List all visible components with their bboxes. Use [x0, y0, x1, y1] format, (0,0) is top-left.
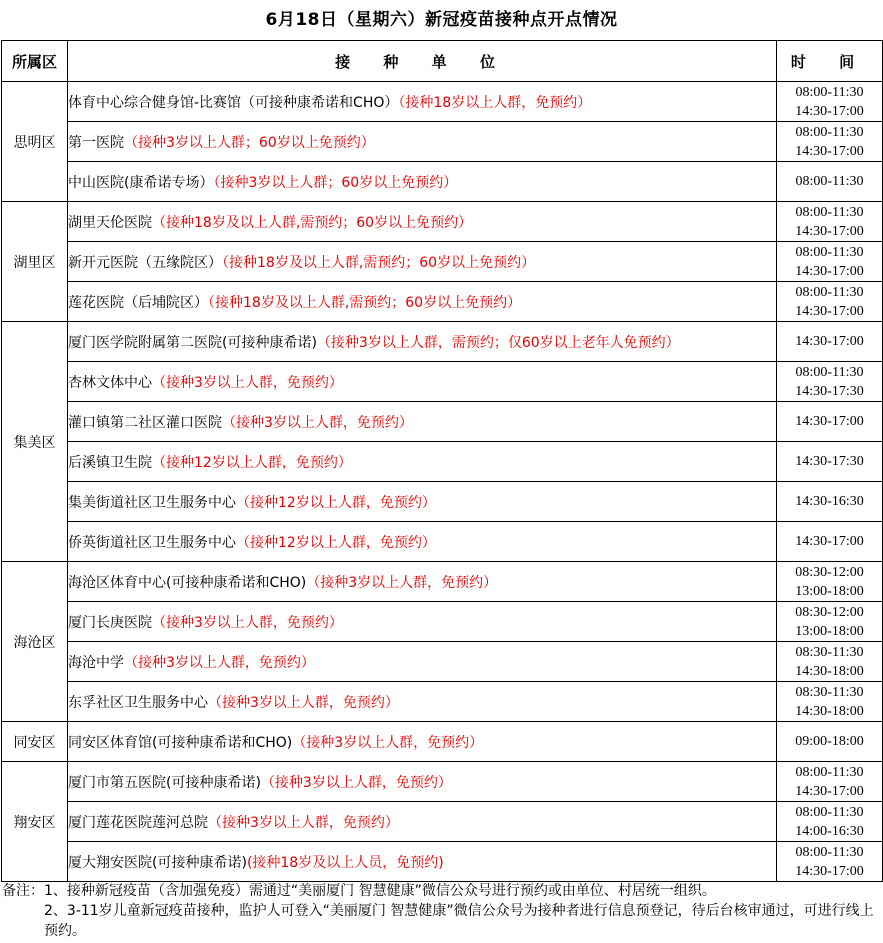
time-slot: 08:00-11:30	[795, 124, 864, 140]
time-slot: 08:00-11:30	[795, 364, 864, 380]
note-line-2: 2、3-11岁儿童新冠疫苗接种，监护人可登入“美丽厦门 智慧健康”微信公众号为接种者进行信息预登记，待后台核审通过，可进行线上预约。	[44, 903, 874, 939]
site-name: 后溪镇卫生院	[68, 454, 152, 471]
time-slot: 08:30-11:30	[795, 644, 864, 660]
time-cell	[777, 842, 883, 882]
table-row	[2, 682, 883, 722]
site-condition: （接种18岁及以上人群,需预约；60岁以上免预约）	[152, 214, 473, 231]
district-cell: 海沧区	[2, 562, 68, 722]
site-condition: （接种3岁以上人群，免预约）	[306, 574, 498, 591]
unit-cell	[68, 362, 777, 402]
time-slot: 14:30-17:00	[795, 863, 864, 879]
site-name: 海沧区体育中心(可接种康希诺和CHO)	[68, 574, 307, 591]
table-row	[2, 402, 883, 442]
table-row	[2, 562, 883, 602]
site-condition: （接种3岁以上人群，免预约）	[222, 414, 413, 431]
time-slot: 14:30-17:30	[795, 383, 864, 399]
site-name: 同安区体育馆(可接种康希诺和CHO)	[68, 734, 293, 751]
time-slot: 14:30-17:00	[795, 263, 864, 279]
table-row	[2, 642, 883, 682]
district-cell: 同安区	[2, 722, 68, 762]
site-condition: （接种18岁以上人群，免预约）	[398, 94, 592, 111]
district-cell: 湖里区	[2, 202, 68, 322]
site-name: 厦大翔安医院(可接种康希诺)	[68, 854, 247, 871]
time-slot: 08:00-11:30	[795, 284, 864, 300]
site-condition: （接种3岁以上人群；60岁以上免预约）	[213, 174, 458, 191]
time-slot: 08:00-11:30	[795, 204, 864, 220]
time-slot: 13:00-18:00	[795, 583, 864, 599]
time-slot: 14:30-18:00	[795, 663, 864, 679]
unit-cell	[68, 642, 777, 682]
table-row	[2, 282, 883, 322]
header-unit: 接 种 单 位	[68, 41, 777, 82]
time-slot: 14:00-16:30	[795, 823, 864, 839]
table-row	[2, 122, 883, 162]
unit-cell	[68, 682, 777, 722]
site-name: 海沧中学	[68, 654, 124, 671]
time-slot: 14:30-17:00	[795, 414, 864, 429]
site-name: 灌口镇第二社区灌口医院	[68, 414, 222, 431]
unit-cell	[68, 762, 777, 802]
site-name: 湖里天伦医院	[68, 214, 152, 231]
site-condition: （接种12岁以上人群，免预约）	[152, 454, 352, 471]
unit-cell	[68, 402, 777, 442]
site-condition: （接种12岁以上人群，免预约）	[236, 534, 436, 551]
time-cell	[777, 162, 883, 202]
unit-cell	[68, 242, 777, 282]
site-name: 莲花医院（后埔院区）	[68, 294, 208, 311]
time-cell	[777, 482, 883, 522]
time-cell	[777, 522, 883, 562]
time-slot: 14:30-18:00	[795, 703, 864, 719]
table-row	[2, 842, 883, 882]
time-slot: 14:30-17:00	[795, 303, 864, 319]
time-slot: 14:30-17:00	[795, 103, 864, 119]
site-name: 厦门莲花医院莲河总院	[68, 814, 208, 831]
vaccination-site-table	[1, 40, 883, 882]
unit-cell	[68, 322, 777, 362]
note-line-1: 备注：1、接种新冠疫苗（含加强免疫）需通过“美丽厦门 智慧健康”微信公众号进行预约或由单位、村居统一组织。	[2, 883, 716, 899]
unit-cell	[68, 202, 777, 242]
district-cell: 思明区	[2, 82, 68, 202]
site-condition: （接种3岁以上人群，免预约）	[152, 374, 343, 391]
time-cell	[777, 642, 883, 682]
site-condition: （接种3岁以上人群，免预约）	[208, 694, 399, 711]
site-condition: （接种3岁以上人群，免预约）	[208, 814, 399, 831]
table-row	[2, 762, 883, 802]
site-condition: （接种3岁以上人群，免预约）	[124, 654, 315, 671]
header-district: 所属区	[2, 41, 68, 82]
table-row	[2, 722, 883, 762]
site-name: 侨英街道社区卫生服务中心	[68, 534, 236, 551]
site-name: 集美街道社区卫生服务中心	[68, 494, 236, 511]
site-name: 中山医院(康希诺专场）	[68, 174, 214, 191]
time-cell	[777, 402, 883, 442]
time-slot: 08:00-11:30	[795, 84, 864, 100]
site-condition: （接种3岁以上人群，免预约）	[292, 734, 484, 751]
site-condition: （接种12岁以上人群，免预约）	[236, 494, 436, 511]
time-slot: 14:30-17:00	[795, 534, 864, 549]
table-body	[2, 82, 883, 882]
table-row	[2, 362, 883, 402]
table-row	[2, 202, 883, 242]
time-slot: 08:30-11:30	[795, 684, 864, 700]
table-row	[2, 82, 883, 122]
unit-cell	[68, 722, 777, 762]
time-cell	[777, 282, 883, 322]
site-name: 第一医院	[68, 134, 124, 151]
time-slot: 14:30-16:30	[795, 494, 864, 509]
site-condition: （接种3岁以上人群，免预约）	[152, 614, 343, 631]
header-time: 时 间	[777, 41, 883, 82]
district-cell: 集美区	[2, 322, 68, 562]
time-cell	[777, 122, 883, 162]
table-row	[2, 242, 883, 282]
time-cell	[777, 682, 883, 722]
table-row	[2, 602, 883, 642]
time-cell	[777, 802, 883, 842]
site-condition: （接种3岁以上人群，免预约）	[260, 774, 452, 791]
site-condition: （接种3岁以上人群；60岁以上免预约）	[124, 134, 375, 151]
unit-cell	[68, 482, 777, 522]
site-condition: （接种18岁及以上人群,需预约；60岁以上免预约）	[208, 294, 522, 311]
table-header-row	[2, 41, 883, 82]
site-name: 厦门长庚医院	[68, 614, 152, 631]
unit-cell	[68, 442, 777, 482]
unit-cell	[68, 602, 777, 642]
time-slot: 14:30-17:00	[795, 143, 864, 159]
time-slot: 08:30-12:00	[795, 564, 864, 580]
time-cell	[777, 442, 883, 482]
time-cell	[777, 82, 883, 122]
site-name: 东孚社区卫生服务中心	[68, 694, 208, 711]
table-row	[2, 482, 883, 522]
time-cell	[777, 602, 883, 642]
time-slot: 08:00-11:30	[795, 244, 864, 260]
site-name: 新开元医院（五缘院区）	[68, 254, 222, 271]
table-row	[2, 442, 883, 482]
unit-cell	[68, 282, 777, 322]
unit-cell	[68, 802, 777, 842]
time-cell	[777, 322, 883, 362]
site-name: 厦门市第五医院(可接种康希诺)	[68, 774, 261, 791]
time-slot: 09:00-18:00	[795, 734, 864, 749]
table-row	[2, 522, 883, 562]
notes	[2, 881, 882, 941]
unit-cell	[68, 82, 777, 122]
table-row	[2, 802, 883, 842]
table-row	[2, 162, 883, 202]
time-slot: 14:30-17:30	[795, 454, 864, 469]
time-cell	[777, 762, 883, 802]
site-condition: （接种3岁以上人群，需预约；仅60岁以上老年人免预约）	[316, 334, 680, 351]
time-slot: 08:00-11:30	[795, 174, 864, 189]
site-condition: (接种18岁及以上人员，免预约)	[246, 854, 444, 871]
time-slot: 14:30-17:00	[795, 334, 864, 349]
unit-cell	[68, 122, 777, 162]
site-condition: （接种18岁及以上人群,需预约；60岁以上免预约）	[222, 254, 536, 271]
site-name: 厦门医学院附属第二医院(可接种康希诺)	[68, 334, 317, 351]
time-slot: 14:30-17:00	[795, 223, 864, 239]
unit-cell	[68, 842, 777, 882]
time-slot: 13:00-18:00	[795, 623, 864, 639]
site-name: 体育中心综合健身馆-比赛馆（可接种康希诺和CHO）	[68, 94, 399, 111]
table-row	[2, 322, 883, 362]
site-name: 杏林文体中心	[68, 374, 152, 391]
time-slot: 08:00-11:30	[795, 764, 864, 780]
time-slot: 08:30-12:00	[795, 604, 864, 620]
district-cell: 翔安区	[2, 762, 68, 882]
unit-cell	[68, 162, 777, 202]
time-cell	[777, 562, 883, 602]
page-title: 6月18日（星期六）新冠疫苗接种点开点情况	[265, 10, 618, 30]
time-slot: 08:00-11:30	[795, 844, 864, 860]
time-cell	[777, 242, 883, 282]
time-cell	[777, 202, 883, 242]
unit-cell	[68, 522, 777, 562]
time-cell	[777, 722, 883, 762]
unit-cell	[68, 562, 777, 602]
time-cell	[777, 362, 883, 402]
time-slot: 14:30-17:00	[795, 783, 864, 799]
time-slot: 08:00-11:30	[795, 804, 864, 820]
